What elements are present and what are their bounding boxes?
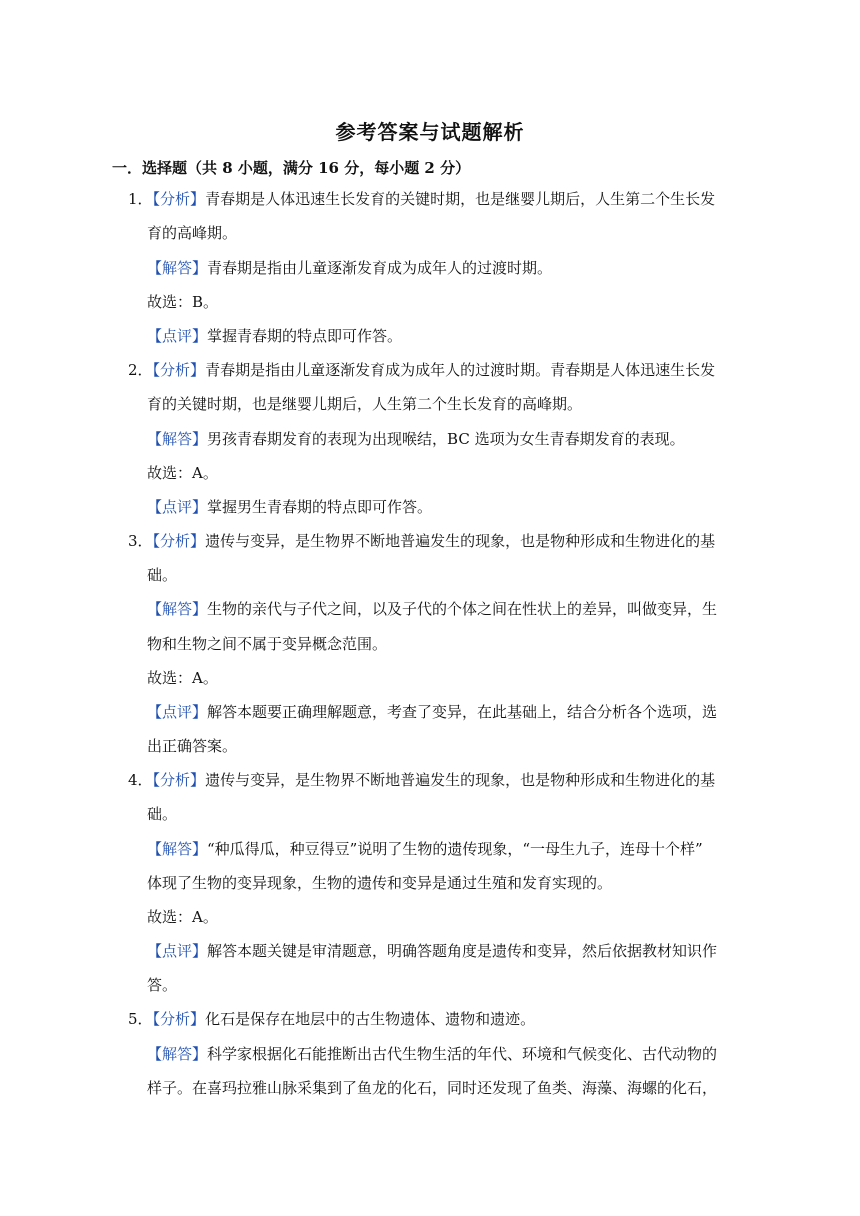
question-5-answer-line-1: [147, 1043, 717, 1065]
question-2-analysis-line-2: 育的关键时期，也是继婴儿期后，人生第二个生长发育的高峰期。: [147, 395, 583, 413]
question-3-analysis-line-2: 础。: [147, 566, 178, 584]
question-1-analysis-line-1: [128, 188, 715, 210]
analysis-tag: 【分析】: [152, 1010, 206, 1028]
comment-tag: 【点评】: [147, 498, 208, 516]
analysis-text: 青春期是人体迅速生长发育的关键时期，也是继婴儿期后，人生第二个生长发: [205, 190, 716, 208]
analysis-text: 青春期是指由儿童逐渐发育成为成年人的过渡时期。青春期是人体迅速生长发: [205, 361, 716, 379]
question-number: 2．: [128, 361, 153, 379]
comment-tag: 【点评】: [147, 942, 208, 960]
question-1-choice: 故选：B。: [147, 293, 219, 311]
answer-tag: 【解答】: [147, 259, 208, 277]
answer-tag: 【解答】: [147, 840, 208, 858]
question-2-comment: [147, 496, 432, 518]
comment-text: 掌握青春期的特点即可作答。: [207, 327, 403, 345]
question-number: 3．: [128, 532, 153, 550]
question-3-answer-line-2: 物和生物之间不属于变异概念范围。: [147, 635, 388, 653]
question-4-analysis-line-2: 础。: [147, 805, 178, 823]
answer-text: 科学家根据化石能推断出古代生物生活的年代、环境和气候变化、古代动物的: [207, 1045, 718, 1063]
question-3-choice: 故选：A。: [147, 669, 218, 687]
comment-text: 解答本题关键是审清题意，明确答题角度是遗传和变异，然后依据教材知识作: [207, 942, 718, 960]
question-5-answer-line-2: 样子。在喜玛拉雅山脉采集到了鱼龙的化石，同时还发现了鱼类、海藻、海螺的化石，: [147, 1079, 718, 1097]
question-1-analysis-line-2: 育的高峰期。: [147, 224, 238, 242]
question-4-comment-line-1: [147, 940, 717, 962]
analysis-text: 遗传与变异，是生物界不断地普遍发生的现象，也是物种形成和生物进化的基: [205, 532, 716, 550]
question-3-analysis-line-1: [128, 530, 715, 552]
comment-text: 掌握男生青春期的特点即可作答。: [207, 498, 433, 516]
question-number: 4．: [128, 771, 153, 789]
answer-tag: 【解答】: [147, 600, 208, 618]
question-1-comment: [147, 325, 402, 347]
question-number: 1．: [128, 190, 153, 208]
question-number: 5．: [128, 1010, 153, 1028]
section-heading: 一．选择题（共 8 小题，满分 16 分，每小题 2 分）: [112, 159, 471, 177]
question-4-analysis-line-1: [128, 769, 715, 791]
answer-text: 男孩青春期发育的表现为出现喉结，BC 选项为女生青春期发育的表现。: [207, 430, 685, 448]
answer-text: 生物的亲代与子代之间，以及子代的个体之间在性状上的差异，叫做变异，生: [207, 600, 718, 618]
question-4-choice: 故选：A。: [147, 908, 218, 926]
analysis-tag: 【分析】: [152, 771, 206, 789]
analysis-tag: 【分析】: [152, 361, 206, 379]
question-1-answer: [147, 257, 552, 279]
question-2-analysis-line-1: [128, 359, 715, 381]
question-5-analysis-line-1: [128, 1008, 535, 1030]
comment-tag: 【点评】: [147, 327, 208, 345]
answer-text: “种瓜得瓜，种豆得豆”说明了生物的遗传现象，“一母生九子，连母十个样”: [207, 840, 703, 858]
question-4-answer-line-1: [147, 838, 703, 860]
question-3-answer-line-1: [147, 598, 717, 620]
analysis-text: 遗传与变异，是生物界不断地普遍发生的现象，也是物种形成和生物进化的基: [205, 771, 716, 789]
analysis-tag: 【分析】: [152, 532, 206, 550]
answer-tag: 【解答】: [147, 1045, 208, 1063]
comment-tag: 【点评】: [147, 703, 208, 721]
answer-text: 青春期是指由儿童逐渐发育成为成年人的过渡时期。: [207, 259, 553, 277]
question-4-comment-line-2: 答。: [147, 976, 178, 994]
analysis-text: 化石是保存在地层中的古生物遗体、遗物和遗迹。: [205, 1010, 536, 1028]
question-4-answer-line-2: 体现了生物的变异现象，生物的遗传和变异是通过生殖和发育实现的。: [147, 874, 613, 892]
comment-text: 解答本题要正确理解题意，考查了变异，在此基础上，结合分析各个选项，选: [207, 703, 718, 721]
analysis-tag: 【分析】: [152, 190, 206, 208]
question-2-choice: 故选：A。: [147, 464, 218, 482]
question-3-comment-line-1: [147, 701, 717, 723]
page-title: 参考答案与试题解析: [335, 120, 525, 144]
question-2-answer: [147, 428, 685, 450]
answer-tag: 【解答】: [147, 430, 208, 448]
question-3-comment-line-2: 出正确答案。: [147, 737, 238, 755]
